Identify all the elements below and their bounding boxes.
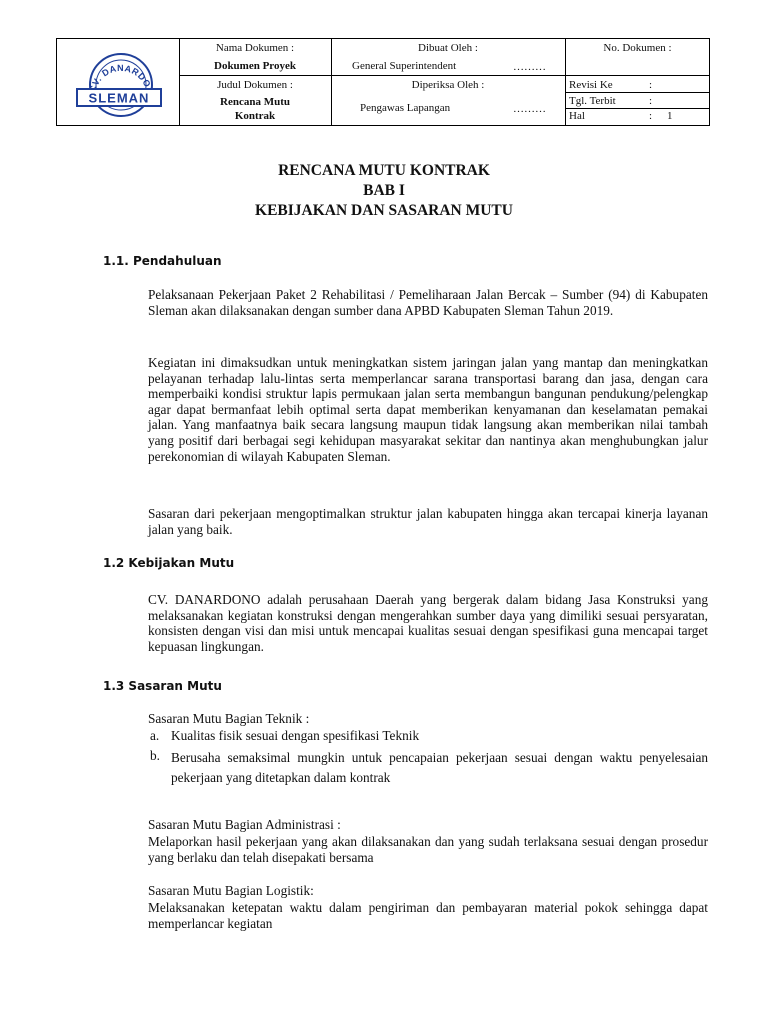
paragraph: Sasaran dari pekerjaan mengoptimalkan struktur jalan kabupaten hingga akan tercapai kinerja layanan jalan yang baik. [148, 506, 708, 537]
header-divider [179, 75, 710, 76]
diperiksa-oleh-label: Diperiksa Oleh : [411, 79, 485, 91]
nama-dokumen-value: Dokumen Proyek [214, 60, 296, 72]
tgl-terbit-colon: : [649, 95, 653, 107]
paragraph: CV. DANARDONO adalah perusahaan Daerah yang bergerak dalam bidang Jasa Konstruksi yang melaksanakan kegiatan konstruksi dengan mengerahkan sumber daya yang dimiliki sesuai persyaratan, konsisten dengan visi dan misi untuk mencapai kualitas sesuai dengan spesifikasi guna mencapai target kepuasan lingkungan. [148, 592, 708, 654]
paragraph: Pelaksanaan Pekerjaan Paket 2 Rehabilitasi / Pemeliharaan Jalan Bercak – Sumber (94) di Kabupaten Sleman akan dilaksanakan dengan sumber dana APBD Kabupaten Sleman Tahun 2019. [148, 287, 708, 318]
admin-label: Sasaran Mutu Bagian Administrasi : [148, 817, 341, 832]
judul-dokumen-value-2: Kontrak [234, 110, 276, 122]
chapter-label: BAB I [363, 182, 405, 199]
diperiksa-oleh-dots: ……… [513, 103, 546, 115]
svg-text:SLEMAN: SLEMAN [88, 90, 150, 106]
company-logo [67, 45, 171, 121]
header-divider [565, 108, 710, 109]
document-header-table [56, 38, 710, 126]
hal-value: 1 [667, 110, 673, 122]
svg-text:CV. DANARDONO: V. DANARDO [90, 62, 153, 90]
document-title: RENCANA MUTU KONTRAK [278, 162, 490, 179]
dibuat-oleh-value: General Superintendent [352, 60, 457, 72]
paragraph: Kegiatan ini dimaksudkan untuk meningkatkan sistem jaringan jalan yang mantap dan meningkatkan pelayanan terhadap lalu-lintas serta memperlancar sarana transportasi barang dan jasa, dengan cara memperbaiki kondisi struktur lapis permukaan jalan serta membangun bangunan pendukung/pelengkap agar dapat bermanfaat lebih optimal serta dapat memberikan kenyamanan dan keselamatan pemakai jalan. Yang manfaatnya baik secara langsung maupun tidak langsung akan memberikan nilai tambah yang positif dari berbagai segi kehidupan masyarakat sekitar dan nantinya akan menghubungkan jalur perekonomian di wilayah Kabupaten Sleman. [148, 355, 708, 464]
chapter-title: KEBIJAKAN DAN SASARAN MUTU [255, 202, 513, 219]
paragraph: Melaksanakan ketepatan waktu dalam pengiriman dan pembayaran material pokok sehingga dapat memperlancar kegiatan [148, 900, 708, 931]
list-marker: b. [150, 748, 160, 763]
dibuat-oleh-dots: ……… [513, 61, 546, 73]
hal-colon: : [649, 110, 653, 122]
revisi-label: Revisi Ke [569, 79, 613, 91]
diperiksa-oleh-value: Pengawas Lapangan [360, 102, 451, 114]
list-item: Kualitas fisik sesuai dengan spesifikasi Teknik [171, 728, 420, 743]
nama-dokumen-label: Nama Dokumen : [215, 42, 295, 54]
logistik-label: Sasaran Mutu Bagian Logistik: [148, 883, 314, 898]
hal-label: Hal [569, 110, 585, 122]
judul-dokumen-label: Judul Dokumen : [217, 79, 293, 91]
dibuat-oleh-label: Dibuat Oleh : [418, 42, 478, 54]
list-item: Berusaha semaksimal mungkin untuk pencapaian pekerjaan sesuai dengan waktu penyelesaian pekerjaan yang ditetapkan dalam kontrak [171, 750, 708, 785]
header-divider [565, 92, 710, 93]
section-heading-pendahuluan: 1.1. Pendahuluan [103, 254, 222, 268]
section-heading-sasaran: 1.3 Sasaran Mutu [103, 679, 222, 693]
paragraph: Melaporkan hasil pekerjaan yang akan dilaksanakan dan yang sudah terlaksana sesuai dengan prosedur yang berlaku dan telah disepakati bersama [148, 834, 708, 865]
list-marker: a. [150, 728, 160, 743]
revisi-colon: : [649, 79, 653, 91]
teknik-label: Sasaran Mutu Bagian Teknik : [148, 711, 310, 726]
judul-dokumen-value-1: Rencana Mutu [220, 96, 290, 108]
section-heading-kebijakan: 1.2 Kebijakan Mutu [103, 556, 235, 570]
no-dokumen-label: No. Dokumen : [603, 42, 672, 54]
tgl-terbit-label: Tgl. Terbit [569, 95, 616, 107]
